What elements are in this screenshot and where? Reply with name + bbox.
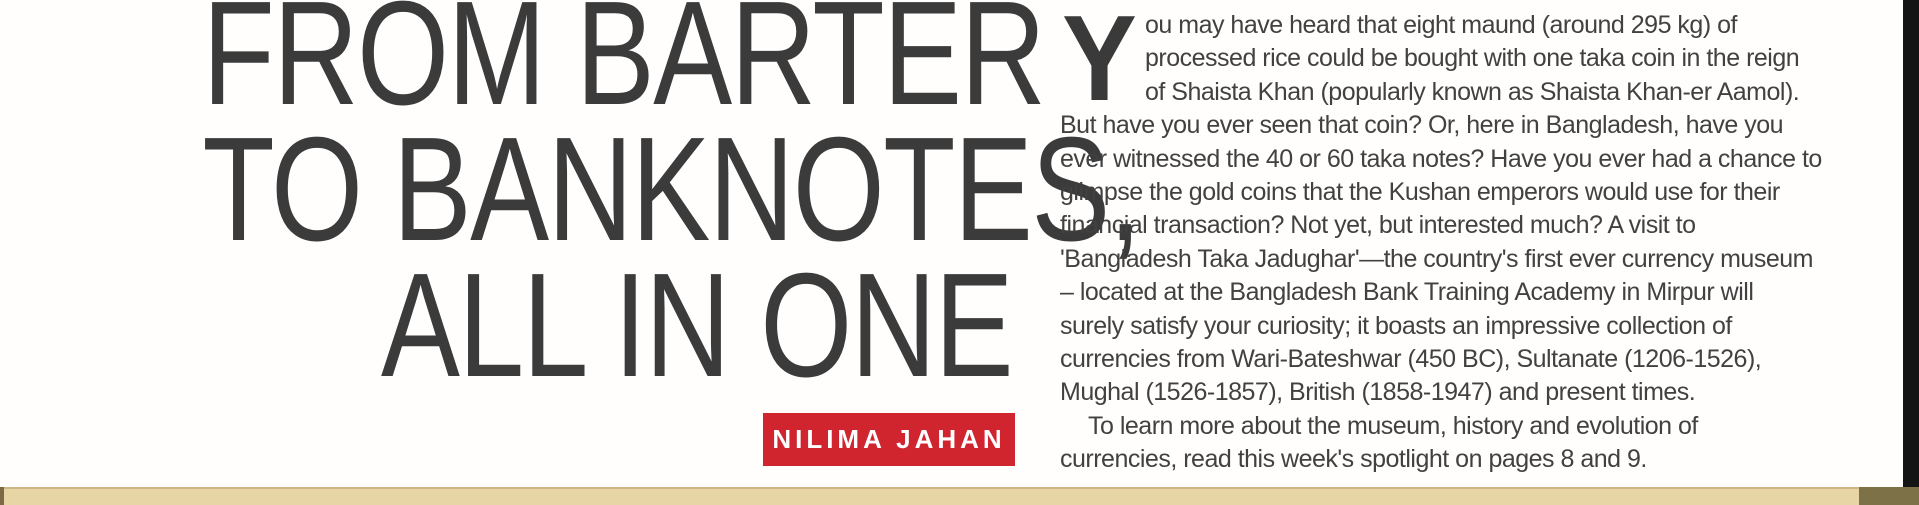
body-line: of Shaista Khan (popularly known as Shaista Khan-er Aamol). — [1145, 77, 1800, 106]
body-line: currencies from Wari-Bateshwar (450 BC), Sultanate (1206-1526), — [1060, 345, 1762, 374]
body-line: But have you ever seen that coin? Or, here in Bangladesh, have you — [1060, 111, 1784, 140]
body-line: processed rice could be bought with one taka coin in the reign — [1145, 44, 1800, 73]
body-line: financial transaction? Not yet, but interested much? A visit to — [1060, 211, 1696, 240]
scan-edge-strip — [1903, 0, 1919, 487]
body-line: glimpse the gold coins that the Kushan emperors would use for their — [1060, 178, 1780, 207]
body-line: Mughal (1526-1857), British (1858-1947) and present times. — [1060, 378, 1696, 407]
article-body — [1060, 0, 1905, 477]
headline-line-3: ALL IN ONE — [380, 243, 1012, 408]
article-headline — [0, 0, 1140, 408]
body-line: ou may have heard that eight maund (around 295 kg) of — [1145, 11, 1737, 39]
body-line: – located at the Bangladesh Bank Training Academy in Mirpur will — [1060, 278, 1754, 307]
body-line: ever witnessed the 40 or 60 taka notes? Have you ever had a chance to — [1060, 144, 1822, 173]
drop-cap: Y — [1062, 0, 1137, 126]
body-line: currencies, read this week's spotlight on pages 8 and 9. — [1060, 445, 1647, 474]
body-line: 'Bangladesh Taka Jadughar'—the country's first ever currency museum — [1060, 244, 1813, 273]
footer-bar-right-olive — [1859, 487, 1919, 505]
body-line: surely satisfy your curiosity; it boasts an impressive collection of — [1060, 311, 1732, 340]
footer-bar — [0, 487, 1919, 505]
author-name: NILIMA JAHAN — [772, 424, 1006, 454]
headline-line-2: TO BANKNOTES, — [202, 107, 1140, 272]
author-byline-badge — [763, 413, 1015, 466]
headline-line-1: FROM BARTER — [202, 0, 1045, 136]
body-line: To learn more about the museum, history and evolution of — [1088, 411, 1698, 440]
footer-bar-left-sliver — [0, 487, 4, 505]
